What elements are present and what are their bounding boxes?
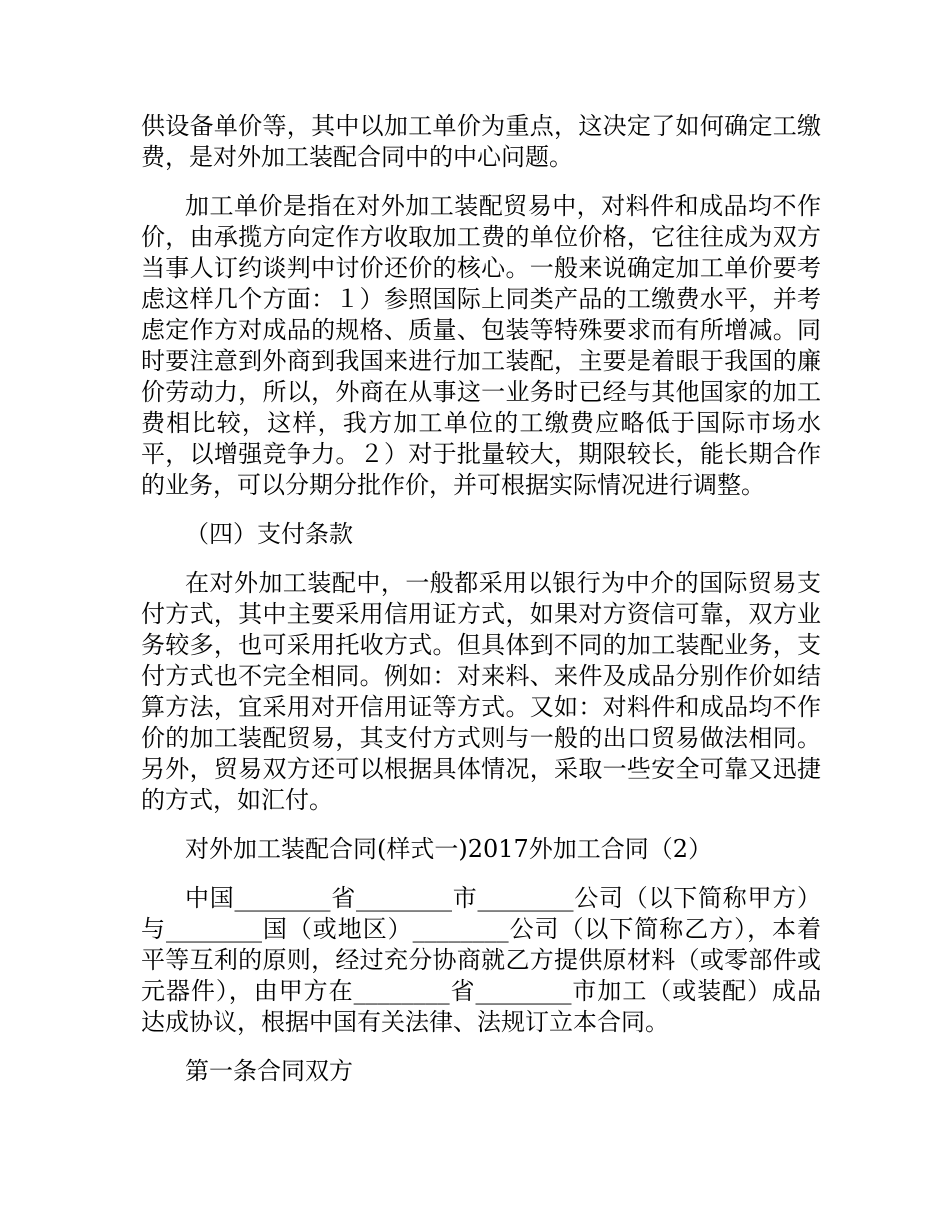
paragraph-unit-price-intro: 供设备单价等，其中以加工单价为重点，这决定了如何确定工缴费，是对外加工装配合同中的中心问题。 — [141, 112, 821, 171]
document-page — [141, 111, 821, 1105]
paragraph-payment-methods: 在对外加工装配中，一般都采用以银行为中介的国际贸易支付方式，其中主要采用信用证方式，如果对方资信可靠，双方业务较多，也可采用托收方式。但具体到不同的加工装配业务，支付方式也不完全相同。例如：对来料、来件及成品分别作价如结算方法，宜采用对开信用证等方式。又如：对料件和成品均不作价的加工装配贸易，其支付方式则与一般的出口贸易做法相同。另外，贸易双方还可以根据具体情况，采取一些安全可靠又迅捷的方式，如汇付。 — [141, 569, 821, 814]
paragraph-processing-unit-price: 加工单价是指在对外加工装配贸易中，对料件和成品均不作价，由承揽方向定作方收取加工费的单位价格，它往往成为双方当事人订约谈判中讨价还价的核心。一般来说确定加工单价要考虑这样几个方面：１）参照国际上同类产品的工缴费水平，并考虑定作方对成品的规格、质量、包装等特殊要求而有所增减。同时要注意到外商到我国来进行加工装配，主要是着眼于我国的廉价劳动力，所以，外商在从事这一业务时已经与其他国家的加工费相比较，这样，我方加工单位的工缴费应略低于国际市场水平，以增强竞争力。２）对于批量较大，期限较长，能长期合作的业务，可以分期分批作价，并可根据实际情况进行调整。 — [141, 192, 821, 499]
paragraph-contract-preamble: 中国________省________市________公司（以下简称甲方）与________国（或地区）________公司（以下简称乙方），本着平等互利的原则，经过充分协商就乙方提供原材料（或零部件或元器件），由甲方在________省________市加工（或装配）成品达成协议，根据中国有关法律、法规订立本合同。 — [141, 884, 821, 1036]
article-one-heading: 第一条合同双方 — [185, 1057, 353, 1085]
section-heading-payment-terms: （四）支付条款 — [185, 520, 353, 548]
contract-title: 对外加工装配合同(样式一)2017外加工合同（2） — [185, 835, 713, 863]
